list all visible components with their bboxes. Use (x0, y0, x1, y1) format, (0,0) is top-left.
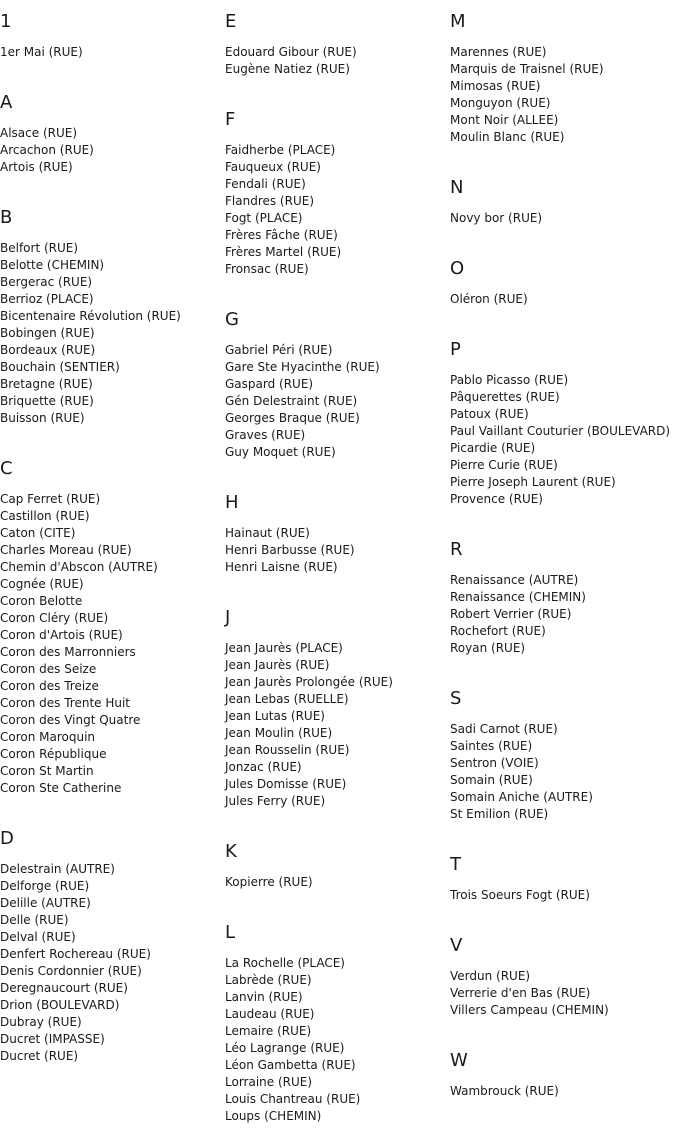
section-letter-heading: R (450, 539, 463, 560)
street-list (450, 291, 675, 308)
street-name: Léo Lagrange (RUE) (225, 1041, 345, 1055)
street-name: Trois Soeurs Fogt (RUE) (450, 888, 590, 902)
street-name: Paul Vaillant Couturier (BOULEVARD) (450, 424, 671, 438)
street-name: Lemaire (RUE) (225, 1024, 312, 1038)
section-letter-heading: P (450, 339, 461, 360)
street-name: Jean Rousselin (RUE) (225, 743, 350, 757)
letter-section (225, 98, 450, 298)
section-letter-heading: D (0, 828, 14, 849)
street-list (0, 125, 225, 176)
section-letter-heading: M (450, 11, 466, 32)
street-list (450, 572, 675, 657)
letter-section (225, 0, 450, 98)
street-name: Renaissance (CHEMIN) (450, 590, 586, 604)
street-name: Belfort (RUE) (0, 241, 79, 255)
street-name: Coron des Marronniers (0, 645, 136, 659)
street-list (225, 44, 450, 78)
street-name: Coron d'Artois (RUE) (0, 628, 123, 642)
section-letter-heading: W (450, 1050, 468, 1071)
street-name: Kopierre (RUE) (225, 875, 313, 889)
letter-section (225, 911, 450, 1145)
street-name: Flandres (RUE) (225, 194, 314, 208)
street-name: Coron des Seize (0, 662, 97, 676)
street-name: Saintes (RUE) (450, 739, 533, 753)
section-letter-heading: 1 (0, 11, 12, 32)
index-column-3 (450, 0, 675, 1120)
section-letter-heading: K (225, 841, 237, 862)
letter-section (450, 247, 675, 328)
street-name: Dubray (RUE) (0, 1015, 82, 1029)
street-name: Marennes (RUE) (450, 45, 547, 59)
street-name: Caton (CITE) (0, 526, 76, 540)
street-name: Lanvin (RUE) (225, 990, 303, 1004)
section-spacer (450, 823, 675, 843)
letter-section (450, 924, 675, 1039)
street-name: Labrède (RUE) (225, 973, 312, 987)
street-name: Verrerie d'en Bas (RUE) (450, 986, 591, 1000)
letter-section (450, 0, 675, 166)
letter-section (225, 830, 450, 911)
street-name: Coron des Trente Huit (0, 696, 131, 710)
section-spacer (225, 78, 450, 98)
section-spacer (450, 657, 675, 677)
street-list (450, 968, 675, 1019)
street-name: Verdun (RUE) (450, 969, 531, 983)
section-letter-heading: C (0, 458, 13, 479)
street-name: Fogt (PLACE) (225, 211, 303, 225)
street-name: Arcachon (RUE) (0, 143, 94, 157)
street-name: Moulin Blanc (RUE) (450, 130, 565, 144)
street-name: Briquette (RUE) (0, 394, 94, 408)
street-name: Jonzac (RUE) (225, 760, 302, 774)
section-letter-heading: S (450, 688, 462, 709)
street-list (450, 887, 675, 904)
street-name: Monguyon (RUE) (450, 96, 551, 110)
letter-section (225, 596, 450, 830)
street-name: Mont Noir (ALLEE) (450, 113, 559, 127)
street-name: Coron des Vingt Quatre (0, 713, 141, 727)
street-name: Jules Domisse (RUE) (225, 777, 347, 791)
street-name: Henri Laisne (RUE) (225, 560, 338, 574)
street-name: Delle (RUE) (0, 913, 69, 927)
street-name: Delestrain (AUTRE) (0, 862, 115, 876)
street-name: Pierre Curie (RUE) (450, 458, 558, 472)
section-letter-heading: B (0, 207, 13, 228)
street-name: Chemin d'Abscon (AUTRE) (0, 560, 158, 574)
street-name: Delforge (RUE) (0, 879, 90, 893)
street-name: Pierre Joseph Laurent (RUE) (450, 475, 616, 489)
street-name: Sadi Carnot (RUE) (450, 722, 558, 736)
letter-section (450, 677, 675, 843)
street-name: Lorraine (RUE) (225, 1075, 313, 1089)
street-name: Robert Verrier (RUE) (450, 607, 572, 621)
section-letter-heading: F (225, 109, 236, 130)
street-name: Bordeaux (RUE) (0, 343, 96, 357)
street-name: Loups (CHEMIN) (225, 1109, 322, 1123)
street-name: Bergerac (RUE) (0, 275, 93, 289)
street-name: Frères Fâche (RUE) (225, 228, 338, 242)
street-name: Patoux (RUE) (450, 407, 529, 421)
street-name: Gaspard (RUE) (225, 377, 314, 391)
street-name: 1er Mai (RUE) (0, 45, 83, 59)
street-name: Jean Jaurès Prolongée (RUE) (225, 675, 393, 689)
letter-section (450, 328, 675, 528)
street-name: Fendali (RUE) (225, 177, 306, 191)
letter-section (0, 817, 225, 1085)
street-name: Picardie (RUE) (450, 441, 536, 455)
section-letter-heading: A (0, 92, 13, 113)
section-spacer (450, 146, 675, 166)
street-name: Somain (RUE) (450, 773, 533, 787)
street-list (0, 44, 225, 61)
street-name: Bouchain (SENTIER) (0, 360, 120, 374)
street-name: Coron Belotte (0, 594, 83, 608)
street-name: Coron Ste Catherine (0, 781, 122, 795)
section-letter-heading: H (225, 492, 239, 513)
street-name: Cap Ferret (RUE) (0, 492, 101, 506)
street-name: Coron Maroquin (0, 730, 96, 744)
section-letter-heading: J (225, 607, 231, 628)
street-name: Provence (RUE) (450, 492, 543, 506)
street-name: Georges Braque (RUE) (225, 411, 360, 425)
street-list (0, 240, 225, 427)
street-name: Ducret (IMPASSE) (0, 1032, 105, 1046)
section-letter-heading: L (225, 922, 236, 943)
street-name: Guy Moquet (RUE) (225, 445, 336, 459)
street-name: Jean Moulin (RUE) (225, 726, 333, 740)
street-name: Hainaut (RUE) (225, 526, 310, 540)
street-name: Denis Cordonnier (RUE) (0, 964, 142, 978)
street-list (450, 372, 675, 508)
street-name: Oléron (RUE) (450, 292, 528, 306)
street-name: Wambrouck (RUE) (450, 1084, 559, 1098)
street-name: Jean Jaurès (PLACE) (225, 641, 343, 655)
street-name: Jean Jaurès (RUE) (225, 658, 330, 672)
street-list (0, 861, 225, 1065)
street-name: Coron Cléry (RUE) (0, 611, 109, 625)
street-name: Marquis de Traisnel (RUE) (450, 62, 604, 76)
street-name: Edouard Gibour (RUE) (225, 45, 357, 59)
street-name: Pablo Picasso (RUE) (450, 373, 569, 387)
street-name: Deregnaucourt (RUE) (0, 981, 128, 995)
street-name: Gabriel Péri (RUE) (225, 343, 333, 357)
section-spacer (450, 508, 675, 528)
letter-section (450, 1039, 675, 1120)
letter-section (450, 843, 675, 924)
street-name: Louis Chantreau (RUE) (225, 1092, 361, 1106)
street-name: Castillon (RUE) (0, 509, 90, 523)
street-name: Henri Barbusse (RUE) (225, 543, 355, 557)
street-name: Coron République (0, 747, 107, 761)
street-name: Laudeau (RUE) (225, 1007, 315, 1021)
street-name: Pâquerettes (RUE) (450, 390, 560, 404)
street-name: Frères Martel (RUE) (225, 245, 342, 259)
street-list (225, 874, 450, 891)
index-column-2 (225, 0, 450, 1145)
letter-section (0, 196, 225, 447)
street-list (225, 640, 450, 810)
street-name: Faidherbe (PLACE) (225, 143, 336, 157)
street-name: Somain Aniche (AUTRE) (450, 790, 593, 804)
letter-section (0, 81, 225, 196)
section-spacer (450, 1019, 675, 1039)
street-name: Novy bor (RUE) (450, 211, 543, 225)
street-name: Denfert Rochereau (RUE) (0, 947, 151, 961)
street-name: Buisson (RUE) (0, 411, 85, 425)
street-name: Mimosas (RUE) (450, 79, 541, 93)
section-spacer (450, 308, 675, 328)
street-name: Fronsac (RUE) (225, 262, 309, 276)
section-letter-heading: O (450, 258, 465, 279)
letter-section (225, 298, 450, 481)
index-column-1 (0, 0, 225, 1085)
street-name: Graves (RUE) (225, 428, 306, 442)
street-name: St Emilion (RUE) (450, 807, 549, 821)
street-name: Villers Campeau (CHEMIN) (450, 1003, 609, 1017)
section-letter-heading: V (450, 935, 463, 956)
section-spacer (0, 176, 225, 196)
street-name: Cognée (RUE) (0, 577, 84, 591)
street-list (450, 721, 675, 823)
street-name: Gén Delestraint (RUE) (225, 394, 358, 408)
street-list (225, 142, 450, 278)
street-name: Belotte (CHEMIN) (0, 258, 105, 272)
section-spacer (0, 427, 225, 447)
section-spacer (225, 576, 450, 596)
street-name: Gare Ste Hyacinthe (RUE) (225, 360, 380, 374)
section-spacer (225, 278, 450, 298)
street-name: Bicentenaire Révolution (RUE) (0, 309, 181, 323)
street-name: Berrioz (PLACE) (0, 292, 94, 306)
street-name: Coron des Treize (0, 679, 99, 693)
section-spacer (225, 461, 450, 481)
section-spacer (0, 1065, 225, 1085)
letter-section (0, 0, 225, 81)
section-spacer (225, 1125, 450, 1145)
street-name: Charles Moreau (RUE) (0, 543, 132, 557)
street-list (450, 210, 675, 227)
street-name: Drion (BOULEVARD) (0, 998, 120, 1012)
street-list (450, 44, 675, 146)
street-list (225, 955, 450, 1125)
street-name: Royan (RUE) (450, 641, 526, 655)
section-letter-heading: E (225, 11, 237, 32)
street-name: Eugène Natiez (RUE) (225, 62, 350, 76)
letter-section (225, 481, 450, 596)
section-spacer (450, 1100, 675, 1120)
street-name: Rochefort (RUE) (450, 624, 546, 638)
section-spacer (225, 810, 450, 830)
street-name: Artois (RUE) (0, 160, 73, 174)
street-name: Bobingen (RUE) (0, 326, 95, 340)
street-name: Léon Gambetta (RUE) (225, 1058, 356, 1072)
section-spacer (450, 227, 675, 247)
street-name: Delille (AUTRE) (0, 896, 91, 910)
street-name: Fauqueux (RUE) (225, 160, 321, 174)
section-spacer (0, 797, 225, 817)
letter-section (0, 447, 225, 817)
street-name: Delval (RUE) (0, 930, 76, 944)
street-list (225, 525, 450, 576)
section-letter-heading: N (450, 177, 464, 198)
street-name: Jules Ferry (RUE) (225, 794, 326, 808)
street-name: Jean Lebas (RUELLE) (225, 692, 349, 706)
street-name: Bretagne (RUE) (0, 377, 93, 391)
street-name: Renaissance (AUTRE) (450, 573, 579, 587)
section-letter-heading: T (450, 854, 461, 875)
street-name: Ducret (RUE) (0, 1049, 79, 1063)
street-name: Jean Lutas (RUE) (225, 709, 325, 723)
section-spacer (0, 61, 225, 81)
section-spacer (450, 904, 675, 924)
street-list (225, 342, 450, 461)
street-name: Sentron (VOIE) (450, 756, 539, 770)
section-letter-heading: G (225, 309, 239, 330)
letter-section (450, 166, 675, 247)
street-list (450, 1083, 675, 1100)
street-name: La Rochelle (PLACE) (225, 956, 345, 970)
street-name: Alsace (RUE) (0, 126, 78, 140)
street-name: Coron St Martin (0, 764, 94, 778)
letter-section (450, 528, 675, 677)
section-spacer (225, 891, 450, 911)
street-list (0, 491, 225, 797)
